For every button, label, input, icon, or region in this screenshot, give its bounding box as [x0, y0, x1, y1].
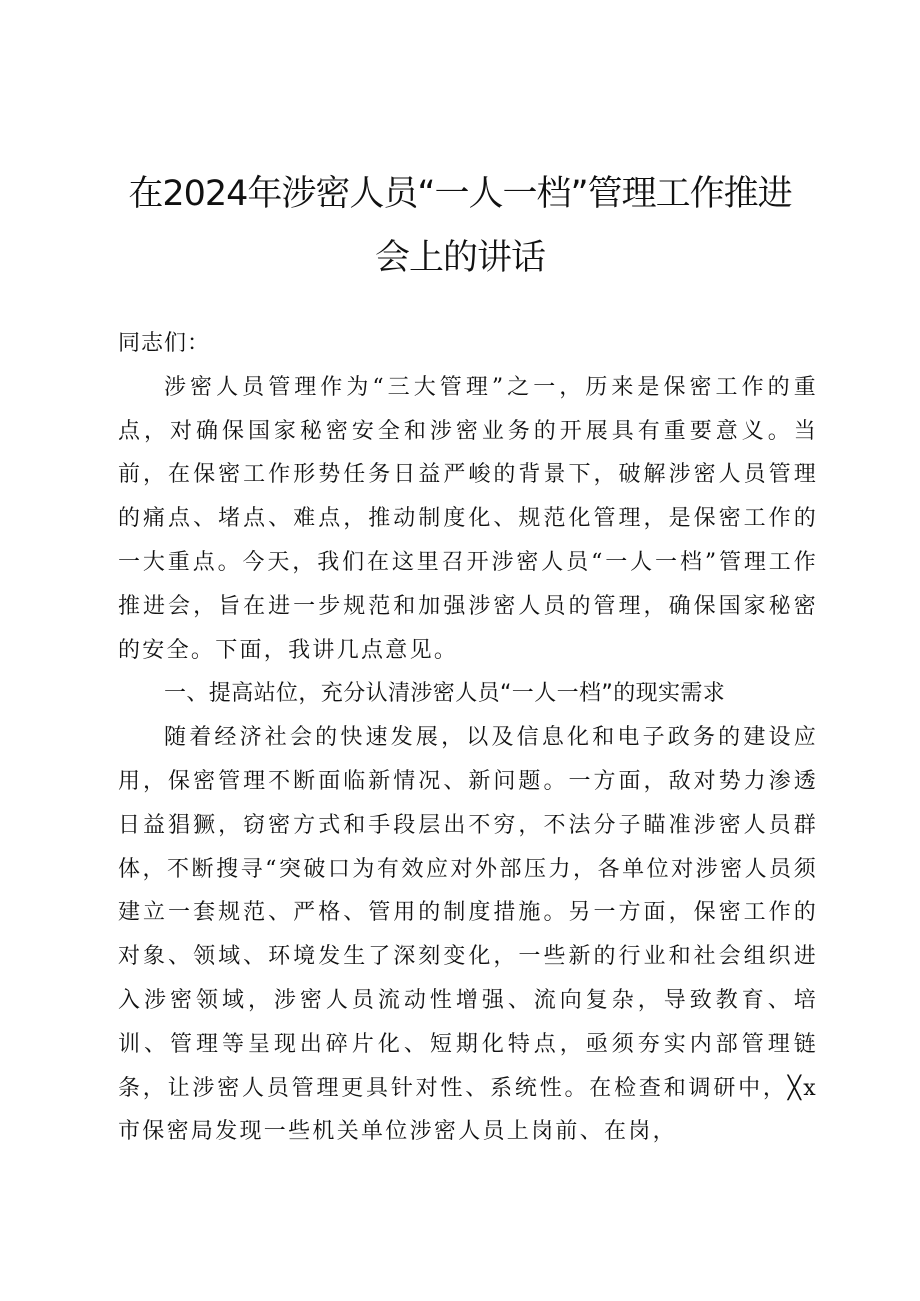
document-body [118, 322, 818, 1154]
document-title-line-2: 会上的讲话 [374, 238, 545, 278]
salutation: 同志们： [118, 331, 211, 356]
document-title-line-1: 在2024年涉密人员“一人一档”管理工作推进 [128, 174, 792, 214]
section-1-heading: 一、提高站位，充分认清涉密人员“一人一档”的现实需求 [164, 681, 726, 707]
section-1-paragraph: 随着经济社会的快速发展，以及信息化和电子政务的建设应用，保密管理不断面临新情况、新问题。一方面，敌对势力渗透日益猖獗，窃密方式和手段层出不穷，不法分子瞄准涉密人员群体，不断搜寻“突破口为有效应对外部压力，各单位对涉密人员须建立一套规范、严格、管用的制度措施。另一方面，保密工作的对象、领域、环境发生了深刻变化，一些新的行业和社会组织进入涉密领域，涉密人员流动性增强、流向复杂，导致教育、培训、管理等呈现出碎片化、短期化特点，亟须夯实内部管理链条，让涉密人员管理更具针对性、系统性。在检查和调研中，╳x市保密局发现一些机关单位涉密人员上岗前、在岗， [118, 725, 818, 1145]
intro-paragraph: 涉密人员管理作为“三大管理”之一，历来是保密工作的重点，对确保国家秘密安全和涉密业务的开展具有重要意义。当前，在保密工作形势任务日益严峻的背景下，破解涉密人员管理的痛点、堵点、难点，推动制度化、规范化管理，是保密工作的一大重点。今天，我们在这里召开涉密人员“一人一档”管理工作推进会，旨在进一步规范和加强涉密人员的管理，确保国家秘密的安全。下面，我讲几点意见。 [118, 374, 818, 663]
